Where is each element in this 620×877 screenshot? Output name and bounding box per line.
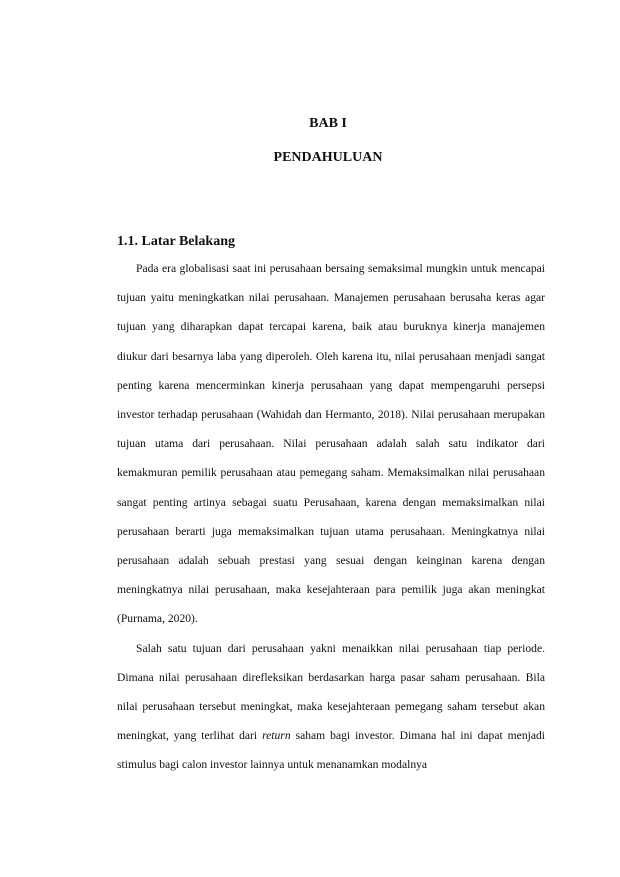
paragraph-1: Pada era globalisasi saat ini perusahaan bersaing semaksimal mungkin untuk mencapai tujuan yaitu meningkatkan nilai perusahaan. Manajemen perusahaan berusaha keras agar tujuan yang diharapkan dapat tercapai karena, baik atau buruknya kinerja manajemen diukur dari besarnya laba yang diperoleh. Oleh karena itu, nilai perusahaan menjadi sangat penting karena mencerminkan kinerja perusahaan yang dapat mempengaruhi persepsi investor terhadap perusahaan (Wahidah dan Hermanto, 2018). Nilai perusahaan merupakan tujuan utama dari perusahaan. Nilai perusahaan adalah salah satu indikator dari kemakmuran pemilik perusahaan atau pemegang saham. Memaksimalkan nilai perusahaan sangat penting artinya sebagai suatu Perusahaan, karena dengan memaksimalkan nilai perusahaan berarti juga memaksimalkan tujuan utama perusahaan. Meningkatnya nilai perusahaan adalah sebuah prestasi yang sesuai dengan keinginan karena dengan meningkatnya nilai perusahaan, maka kesejahteraan para pemilik juga akan meningkat (Purnama, 2020). <box>117 262 545 626</box>
paragraph-2-part-1: Salah satu tujuan dari perusahaan yakni menaikkan nilai perusahaan tiap periode. Dimana nilai perusahaan direfleksikan berdasarkan harga pasar saham perusahaan. Bila nilai perusahaan tersebut meningkat, maka kesejahteraan pemegang saham tersebut akan meningkat, yang terlihat dari <box>117 641 545 743</box>
section-heading: 1.1. Latar Belakang <box>117 234 235 249</box>
paragraph-2-part-2: saham bagi investor. Dimana hal ini dapat menjadi stimulus bagi calon investor lainnya untuk menanamkan modalnya <box>117 729 546 772</box>
body-text <box>117 254 545 780</box>
chapter-number: BAB I <box>309 116 347 131</box>
chapter-title: PENDAHULUAN <box>273 150 383 165</box>
paragraph-2-italic-term: return <box>262 729 291 743</box>
paragraph-2 <box>117 634 545 780</box>
